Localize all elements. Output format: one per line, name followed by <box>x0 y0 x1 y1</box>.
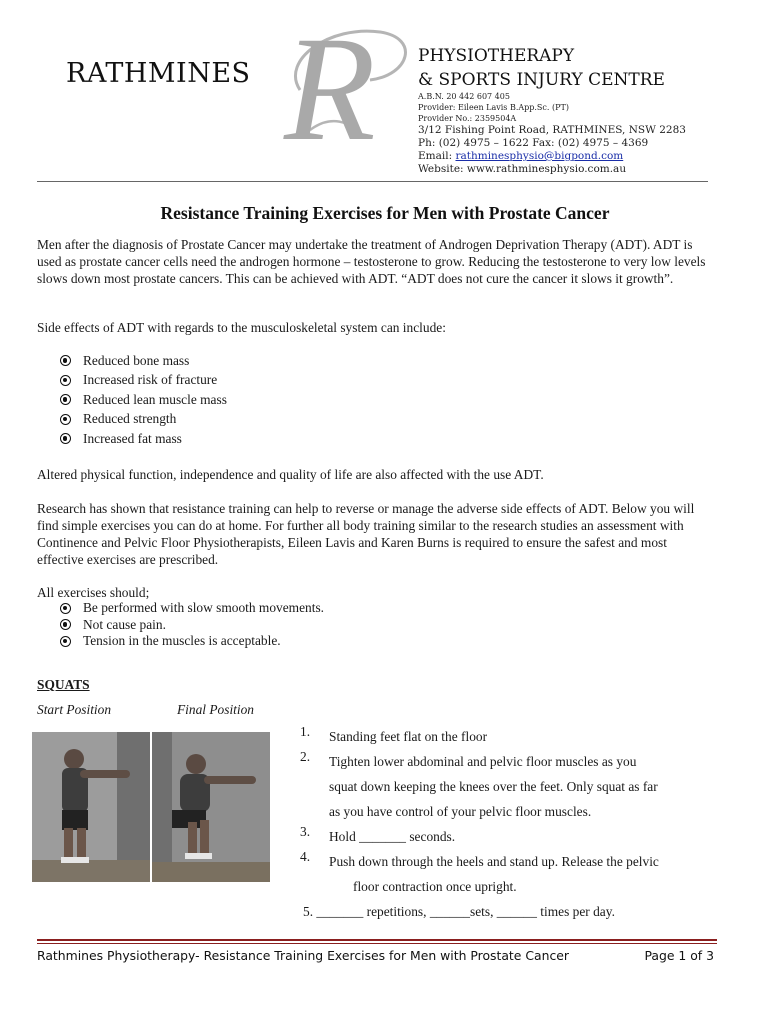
footer-divider-thin <box>37 943 717 944</box>
all-exercises-intro: All exercises should; <box>37 585 150 600</box>
clinic-title-line-1: PHYSIOTHERAPY <box>418 46 575 66</box>
email-link[interactable]: rathminesphysio@bigpond.com <box>455 150 624 162</box>
clinic-name-left: RATHMINES <box>66 58 251 89</box>
list-item: Be performed with slow smooth movements. <box>60 600 324 617</box>
step-3: 3. Hold _______ seconds. <box>300 824 456 844</box>
intro-paragraph: Men after the diagnosis of Prostate Cancer may undertake the treatment of Androgen Deprivation Therapy (ADT). ADT is used as prostate cancer cells need the androgen hormone – testosterone to grow. Reducing the testosterone to very low levels slows down most prostate cancers. This can be achieved with ADT. “ADT does not cure the cancer it slows it growth”. <box>37 237 706 286</box>
bullet-icon <box>60 414 71 425</box>
footer-document-name: Rathmines Physiotherapy- Resistance Training Exercises for Men with Prostate Cancer <box>37 948 569 963</box>
clinic-email-row <box>418 150 686 163</box>
abn-number: A.B.N. 20 442 607 405 <box>418 92 510 101</box>
final-position-caption: Final Position <box>177 702 254 717</box>
altered-function-paragraph: Altered physical function, independence and quality of life are also affected with the use ADT. <box>37 467 544 482</box>
list-item: Reduced strength <box>60 410 227 430</box>
step-4: 4. Push down through the heels and stand up. Release the pelvic <box>300 849 659 869</box>
list-item: Increased risk of fracture <box>60 371 227 391</box>
bullet-icon <box>60 619 71 630</box>
start-position-caption: Start Position <box>37 702 112 717</box>
start-position-photo <box>32 732 150 882</box>
final-position-photo <box>152 732 270 882</box>
clinic-website: Website: www.rathminesphysio.com.au <box>418 163 627 175</box>
list-item: Increased fat mass <box>60 429 227 449</box>
squats-heading: SQUATS <box>37 677 90 692</box>
side-effects-intro: Side effects of ADT with regards to the musculoskeletal system can include: <box>37 320 446 335</box>
document-title: Resistance Training Exercises for Men with Prostate Cancer <box>160 203 610 223</box>
logo-letter-r: R <box>284 6 376 172</box>
list-item: Reduced lean muscle mass <box>60 390 227 410</box>
bullet-icon <box>60 375 71 386</box>
list-item: Tension in the muscles is acceptable. <box>60 633 324 650</box>
clinic-contact-details <box>418 91 686 176</box>
clinic-title-line-2: & SPORTS INJURY CENTRE <box>418 70 665 90</box>
provider-name: Provider: Eileen Lavis B.App.Sc. (PT) <box>418 103 569 112</box>
bullet-icon <box>60 433 71 444</box>
bullet-icon <box>60 394 71 405</box>
header-divider <box>37 181 708 182</box>
clinic-phone-fax: Ph: (02) 4975 – 1622 Fax: (02) 4975 – 4369 <box>418 137 649 149</box>
footer-page-number: Page 1 of 3 <box>644 948 714 963</box>
start-position-figure <box>32 732 150 882</box>
email-label: Email: <box>418 150 456 162</box>
clinic-title <box>418 44 665 92</box>
list-item: Reduced bone mass <box>60 351 227 371</box>
step-4-continued: floor contraction once upright. <box>353 879 517 894</box>
clinic-address: 3/12 Fishing Point Road, RATHMINES, NSW 2283 <box>418 124 686 136</box>
bullet-icon <box>60 636 71 647</box>
bullet-icon <box>60 355 71 366</box>
final-position-figure <box>152 732 270 882</box>
step-5: 5. _______ repetitions, ______sets, ______ times per day. <box>303 904 615 919</box>
bullet-icon <box>60 603 71 614</box>
squat-steps <box>300 724 715 899</box>
list-item: Not cause pain. <box>60 617 324 634</box>
footer-divider-thick <box>37 939 717 941</box>
provider-number: Provider No.: 2359504A <box>418 114 517 123</box>
step-2: 2. Tighten lower abdominal and pelvic floor muscles as you squat down keeping the knees over the feet. Only squat as far as you have control of your pelvic floor muscles. <box>300 749 658 819</box>
step-1: 1. Standing feet flat on the floor <box>300 724 488 744</box>
all-exercises-list <box>60 600 324 650</box>
side-effects-list <box>60 351 227 449</box>
research-paragraph: Research has shown that resistance training can help to reverse or manage the adverse side effects of ADT. Below you will find simple exercises you can do at home. For further all body training similar to the research studies an assessment with Continence and Pelvic Floor Physiotherapists, Eileen Lavis and Karen Burns is required to ensure the safest and most effective exercises are prescribed. <box>37 501 695 567</box>
